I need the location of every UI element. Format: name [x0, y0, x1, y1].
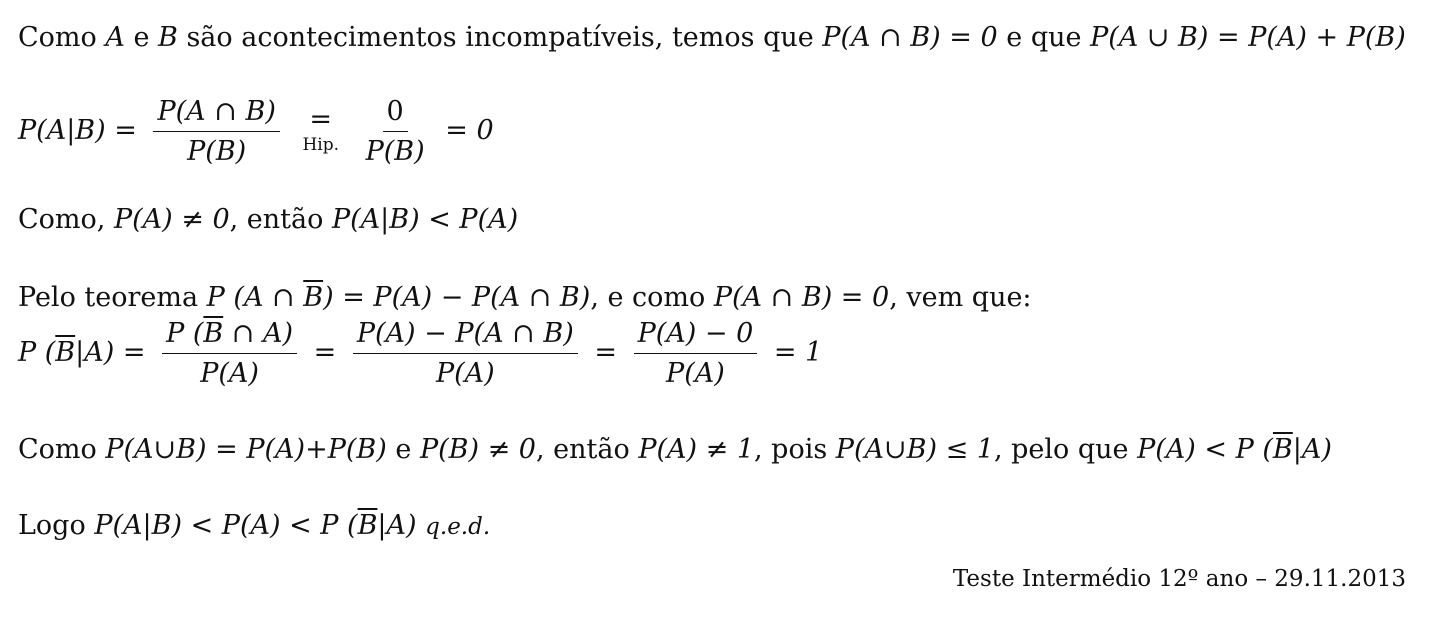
lhs-part: |A) =	[75, 337, 146, 368]
hypothesis-label: Hip.	[302, 134, 340, 155]
equation-conditional-probability	[18, 96, 494, 167]
text: , então	[535, 434, 639, 465]
fraction	[353, 318, 578, 389]
fraction-denominator: P(A)	[435, 358, 495, 389]
complement-variable: $\overline{B}$	[203, 318, 224, 349]
fraction	[362, 96, 429, 167]
equation-complement-probability	[18, 318, 822, 389]
fraction	[153, 96, 279, 167]
equals-sign: =	[313, 337, 337, 368]
fraction	[634, 318, 758, 389]
math-variable: B	[158, 22, 178, 53]
text: são acontecimentos incompatíveis, temos que	[177, 22, 823, 53]
complement-variable: $\overline{B}$	[1272, 434, 1293, 465]
fraction-denominator: P(A)	[200, 358, 259, 389]
equals-sign: =	[594, 337, 617, 368]
fraction-numerator: P(A) − P(A ∩ B)	[353, 318, 578, 354]
statement-line	[18, 282, 1032, 313]
equation-rhs: = 1	[773, 337, 823, 368]
text: Como	[18, 22, 106, 53]
math-expression: P(B) ≠ 0	[419, 434, 536, 465]
statement-line	[18, 204, 518, 235]
math-expression: |A)	[377, 510, 417, 541]
math-expression: P(A|B) < P(A) < P (	[94, 510, 358, 541]
qed-label: q.e.d.	[425, 514, 491, 540]
fraction	[162, 318, 297, 389]
fraction-denominator: P(B)	[187, 136, 247, 167]
lhs-part: P (	[18, 337, 56, 368]
equals-sign: =	[309, 103, 333, 135]
math-expression: P(A ∪ B) = P(A) + P(B)	[1090, 22, 1406, 53]
fraction-numerator: P(A ∩ B)	[153, 96, 279, 132]
fraction-denominator: P(B)	[365, 136, 425, 167]
numerator-part: P (	[166, 318, 204, 349]
fraction-denominator: P(A)	[666, 358, 725, 389]
text: , e como	[590, 282, 714, 313]
math-expression: P(A|B) < P(A)	[331, 204, 519, 235]
math-variable: A	[105, 22, 125, 53]
statement-line	[18, 434, 1332, 465]
text: , pelo que	[993, 434, 1138, 465]
complement-variable: $\overline{B}$	[303, 282, 324, 313]
fraction-numerator	[162, 318, 297, 354]
complement-variable: $\overline{B}$	[55, 337, 76, 368]
text: , vem que:	[889, 282, 1032, 313]
numerator-part: ∩ A)	[223, 318, 294, 349]
text: , então	[229, 204, 332, 235]
text: Como,	[18, 204, 114, 235]
math-expression: P(A ∩ B) = 0	[822, 22, 998, 53]
text: e	[124, 22, 159, 53]
math-expression: |A)	[1292, 434, 1332, 465]
complement-variable: $\overline{B}$	[357, 510, 378, 541]
math-expression: P(A ∩ B) = 0	[713, 282, 890, 313]
math-expression: P(A∪B) ≤ 1	[835, 434, 994, 465]
equation-lhs: P(A|B) =	[18, 115, 137, 146]
math-expression: ) = P(A) − P(A ∩ B)	[323, 282, 591, 313]
math-expression: P(A) ≠ 1	[638, 434, 755, 465]
text: e que	[997, 22, 1091, 53]
source-footer: Teste Intermédio 12º ano – 29.11.2013	[952, 566, 1406, 592]
text: Logo	[18, 510, 95, 541]
text: e	[386, 434, 420, 465]
text: Como	[18, 434, 106, 465]
fraction-numerator: 0	[383, 96, 408, 132]
equation-lhs	[18, 337, 145, 368]
math-expression: P(A) ≠ 0	[113, 204, 230, 235]
text: , pois	[754, 434, 836, 465]
math-expression: P(A∪B) = P(A)+P(B)	[105, 434, 387, 465]
math-expression: P(A) < P (	[1137, 434, 1273, 465]
math-expression: P (A ∩	[206, 282, 304, 313]
text: Pelo teorema	[18, 282, 207, 313]
fraction-numerator: P(A) − 0	[634, 318, 758, 354]
conclusion-line	[18, 510, 490, 541]
hypothesis-equals	[302, 103, 340, 155]
statement-line	[18, 22, 1406, 53]
equation-rhs: = 0	[445, 115, 494, 146]
